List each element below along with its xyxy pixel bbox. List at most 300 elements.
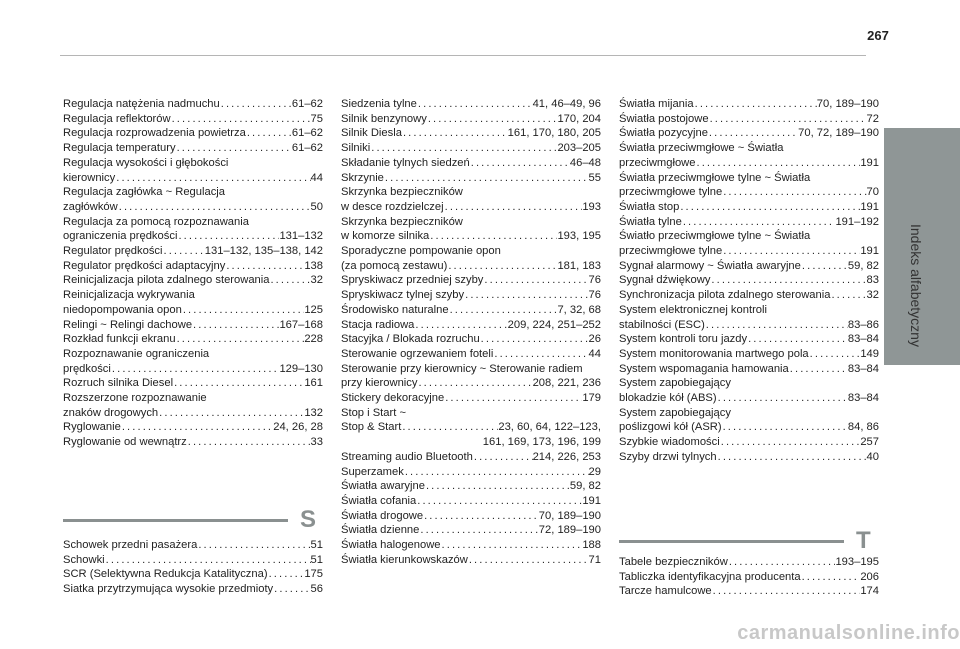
- index-entry-term: Światła pozycyjne: [619, 127, 708, 140]
- index-entry-pages: 59, 82: [569, 480, 601, 493]
- index-entry: [619, 450, 879, 465]
- index-entry-pages: 167–168: [279, 318, 323, 331]
- index-entry-term: Stop & Start: [341, 421, 402, 434]
- index-entry-term: Reinicjalizacja pilota zdalnego sterowania: [63, 274, 270, 287]
- index-entry: [619, 97, 879, 112]
- index-entry: [619, 570, 879, 585]
- index-entry-term: Składanie tylnych siedzeń: [341, 156, 470, 169]
- index-entry: [341, 318, 601, 333]
- index-entry: [63, 288, 323, 317]
- index-entry-pages: 41, 46–49, 96: [532, 98, 601, 110]
- index-entry: [63, 273, 323, 288]
- index-entry-pages: 70, 72, 189–190: [798, 127, 879, 140]
- leader-dots: [268, 567, 305, 582]
- index-entry-term: w desce rozdzielczej: [341, 200, 444, 213]
- index-entry-term: Stacyjka / Blokada rozruchu: [341, 333, 480, 346]
- index-entry: [619, 229, 879, 258]
- index-entry-term: Światła dzienne: [341, 524, 420, 537]
- index-entry-term: Światła drogowe: [341, 509, 424, 522]
- index-entry-term: Streaming audio Bluetooth: [341, 450, 473, 463]
- index-entry-term: Środowisko naturalne: [341, 303, 449, 316]
- index-entry-term: poślizgowi kół (ASR): [619, 421, 722, 434]
- index-entry-term: System wspomagania hamowania: [619, 362, 789, 375]
- index-entry-term: Sygnał dźwiękowy: [619, 274, 711, 287]
- index-entry-term: System monitorowania martwego pola: [619, 347, 809, 360]
- index-entry-term: Sterowanie ogrzewaniem foteli: [341, 347, 494, 360]
- index-entry: [619, 376, 879, 405]
- index-entry-term: Sporadyczne pompowanie opon: [341, 245, 501, 258]
- index-entry-term: Rozruch silnika Diesel: [63, 377, 174, 390]
- index-entry: [341, 112, 601, 127]
- index-entry: [619, 259, 879, 274]
- index-entry-term: Superzamek: [341, 465, 404, 478]
- leader-dots: [402, 126, 508, 141]
- leader-dots: [429, 229, 557, 244]
- leader-dots: [182, 303, 305, 318]
- leader-dots: [473, 450, 533, 465]
- leader-dots: [269, 273, 310, 288]
- index-entry-pages-continued: 161, 169, 173, 196, 199: [482, 436, 601, 449]
- index-entry-pages: 161: [304, 377, 323, 390]
- index-entry: [341, 494, 601, 509]
- leader-dots: [747, 332, 848, 347]
- leader-dots: [370, 141, 557, 156]
- index-entry: [341, 303, 601, 318]
- index-entry-term: Silnik benzynowy: [341, 112, 427, 125]
- leader-dots: [416, 494, 582, 509]
- leader-dots: [417, 97, 533, 112]
- index-entry-pages: 191: [860, 245, 879, 258]
- index-entry-pages: 51: [310, 553, 323, 566]
- index-entry: [619, 362, 879, 377]
- index-entry-term: Regulacja zagłówka ~ Regulacja: [63, 186, 226, 199]
- leader-dots: [493, 347, 588, 362]
- leader-dots: [121, 420, 273, 435]
- leader-dots: [468, 553, 589, 568]
- leader-dots: [801, 570, 861, 585]
- index-entry-pages: 61–62: [291, 98, 323, 110]
- leader-dots: [464, 288, 588, 303]
- index-entry: [341, 465, 601, 480]
- index-entry-pages: 214, 226, 253: [532, 450, 601, 463]
- leader-dots: [105, 553, 311, 568]
- section-letter: S: [300, 506, 317, 533]
- index-entry-term: Regulacja rozprowadzenia powietrza: [63, 127, 246, 140]
- index-entry: [341, 288, 601, 303]
- index-entry-pages: 191: [582, 494, 601, 507]
- index-entry-pages: 24, 26, 28: [273, 421, 323, 434]
- index-entry: [341, 156, 601, 171]
- index-entry-pages: 161, 170, 180, 205: [507, 127, 601, 140]
- index-entry-pages: 26: [588, 333, 601, 346]
- index-entry: [341, 553, 601, 568]
- index-entry-pages: 33: [310, 436, 323, 449]
- leader-dots: [709, 112, 867, 127]
- index-entry: [619, 555, 879, 570]
- index-entry: [63, 582, 323, 597]
- index-entry-term: Światła cofania: [341, 494, 417, 507]
- leader-dots: [176, 332, 305, 347]
- index-entry-pages: 44: [588, 347, 601, 360]
- index-entry-term: Tabliczka identyfikacyjna producenta: [619, 570, 801, 583]
- index-entry-pages: 170, 204: [557, 112, 601, 125]
- index-entry-term: przeciwmgłowe tylne: [619, 245, 723, 258]
- leader-dots: [225, 259, 304, 274]
- section-header-t: [619, 527, 881, 555]
- leader-dots: [679, 200, 860, 215]
- index-entry: [619, 332, 879, 347]
- index-entry-pages: 7, 32, 68: [557, 303, 601, 316]
- index-entry: [341, 244, 601, 273]
- index-entry: [63, 538, 323, 553]
- index-entry-pages: 131–132, 135–138, 142: [204, 245, 323, 258]
- index-entry-term: Regulacja wysokości i głębokości: [63, 156, 229, 169]
- index-entry-term: prędkości: [63, 362, 111, 375]
- index-entry-pages: 131–132: [279, 230, 323, 243]
- leader-dots: [414, 318, 507, 333]
- index-entry: [619, 112, 879, 127]
- index-entry: [619, 288, 879, 303]
- leader-dots: [682, 215, 836, 230]
- leader-dots: [728, 555, 836, 570]
- leader-dots: [717, 450, 867, 465]
- index-entry-term: Reinicjalizacja wykrywania: [63, 289, 195, 302]
- index-entry-term: Rozpoznawanie ograniczenia: [63, 347, 210, 360]
- index-entry-pages: 129–130: [279, 362, 323, 375]
- section-tab-label: Indeks alfabetyczny: [908, 223, 924, 347]
- leader-dots: [712, 584, 861, 599]
- index-entry-term: Światła awaryjne: [341, 480, 425, 493]
- leader-dots: [483, 273, 588, 288]
- index-entry: [63, 332, 323, 347]
- index-entry-term: Stacja radiowa: [341, 318, 415, 331]
- index-entry-term: Regulacja natężenia nadmuchu: [63, 98, 220, 110]
- index-entry-pages: 70, 189–190: [816, 98, 879, 110]
- index-entry-term: System zapobiegający: [619, 406, 731, 419]
- leader-dots: [187, 435, 311, 450]
- index-entry-term: Światła przeciwmgłowe tylne ~ Światła: [619, 171, 811, 184]
- index-entry-term: Światła mijania: [619, 98, 694, 110]
- index-entry-term: przeciwmgłowe tylne: [619, 186, 723, 199]
- index-entry-pages: 50: [310, 200, 323, 213]
- index-entry: [619, 126, 879, 141]
- index-entry-term: Ryglowanie: [63, 421, 121, 434]
- index-entry-term: Regulacja za pomocą rozpoznawania: [63, 215, 249, 228]
- leader-dots: [480, 332, 589, 347]
- leader-dots: [720, 435, 861, 450]
- section-divider: [63, 519, 288, 522]
- index-entry-pages: 193: [582, 200, 601, 213]
- leader-dots: [447, 259, 557, 274]
- index-entry-pages: 138: [304, 259, 323, 272]
- index-entry-term: Ryglowanie od wewnątrz: [63, 436, 187, 449]
- leader-dots: [694, 97, 817, 112]
- index-entry-pages: 23, 60, 64, 122–123,: [498, 421, 601, 434]
- leader-dots: [470, 156, 570, 171]
- leader-dots: [708, 126, 798, 141]
- index-entry: [619, 303, 879, 332]
- leader-dots: [722, 185, 866, 200]
- leader-dots: [220, 97, 292, 112]
- index-entry-pages: 40: [866, 450, 879, 463]
- index-entry: [341, 273, 601, 288]
- index-entry: [63, 244, 323, 259]
- index-column-1: [63, 97, 323, 450]
- leader-dots: [789, 362, 848, 377]
- index-entry-term: System kontroli toru jazdy: [619, 333, 748, 346]
- index-entry-term: zagłówków: [63, 200, 118, 213]
- index-entry: [341, 215, 601, 244]
- index-entry: [63, 435, 323, 450]
- index-entry: [341, 171, 601, 186]
- index-entry-pages: 257: [860, 436, 879, 449]
- leader-dots: [273, 582, 310, 597]
- index-entry: [619, 200, 879, 215]
- index-entry-pages: 209, 224, 251–252: [507, 318, 601, 331]
- index-entry: [63, 391, 323, 420]
- watermark: carmanualsonline.info: [737, 622, 960, 644]
- index-column-3: [619, 97, 879, 465]
- index-entry-term: Tarcze hamulcowe: [619, 585, 712, 598]
- index-entry-term: Spryskiwacz przedniej szyby: [341, 274, 484, 287]
- index-entry-term: w komorze silnika: [341, 230, 430, 243]
- index-entry: [619, 171, 879, 200]
- index-entry-pages: 191–192: [835, 215, 879, 228]
- index-entry: [63, 126, 323, 141]
- index-entry-term: Sygnał alarmowy ~ Światła awaryjne: [619, 259, 801, 272]
- index-entry-pages: 56: [310, 583, 323, 596]
- index-entry-term: Regulator prędkości adaptacyjny: [63, 259, 226, 272]
- index-entry-term: kierownicy: [63, 171, 116, 184]
- index-entry-term: Światła kierunkowskazów: [341, 553, 468, 566]
- index-entry: [619, 215, 879, 230]
- index-entry: [63, 376, 323, 391]
- leader-dots: [115, 171, 310, 186]
- index-entry: [619, 435, 879, 450]
- index-entry-pages: 72: [866, 112, 879, 125]
- index-entry-pages: 61–62: [291, 127, 323, 140]
- index-entry-term: niedopompowania opon: [63, 303, 182, 316]
- index-entry: [341, 141, 601, 156]
- index-entry: [341, 538, 601, 553]
- top-divider: [60, 55, 866, 56]
- leader-dots: [171, 112, 311, 127]
- index-entry-term: Światła postojowe: [619, 112, 709, 125]
- index-entry-pages: 71: [588, 553, 601, 566]
- index-entry-term: ograniczenia prędkości: [63, 230, 178, 243]
- index-entry: [341, 406, 601, 450]
- index-entry-term: Schowek przedni pasażera: [63, 539, 198, 551]
- index-entry: [619, 406, 879, 435]
- leader-dots: [401, 420, 498, 435]
- index-entry-pages: 149: [860, 347, 879, 360]
- index-entry-pages: 29: [588, 465, 601, 478]
- index-entry-term: blokadzie kół (ABS): [619, 392, 717, 405]
- leader-dots: [444, 391, 582, 406]
- index-entry: [63, 97, 323, 112]
- leader-dots: [404, 465, 589, 480]
- index-entry: [341, 391, 601, 406]
- page-number: 267: [867, 28, 889, 43]
- leader-dots: [830, 288, 866, 303]
- index-entry: [619, 347, 879, 362]
- leader-dots: [192, 318, 279, 333]
- index-entry-term: Regulator prędkości: [63, 245, 163, 258]
- index-entry-term: Światła halogenowe: [341, 539, 441, 552]
- index-entry-pages: 46–48: [569, 156, 601, 169]
- index-entry-pages: 179: [582, 392, 601, 405]
- leader-dots: [177, 229, 279, 244]
- index-entry-term: Siedzenia tylne: [341, 98, 417, 110]
- index-entry-term: znaków drogowych: [63, 406, 159, 419]
- leader-dots: [163, 244, 205, 259]
- index-entry: [63, 156, 323, 185]
- index-entry: [63, 141, 323, 156]
- leader-dots: [809, 347, 861, 362]
- leader-dots: [425, 479, 570, 494]
- index-entry-pages: 125: [304, 303, 323, 316]
- index-entry-term: Światło przeciwmgłowe tylne ~ Światła: [619, 230, 811, 243]
- index-entry: [341, 362, 601, 391]
- index-entry-pages: 32: [866, 289, 879, 302]
- index-entry-pages: 83–86: [847, 318, 879, 331]
- leader-dots: [717, 391, 848, 406]
- leader-dots: [118, 200, 311, 215]
- index-entry: [63, 553, 323, 568]
- index-entry-term: przeciwmgłowe: [619, 156, 696, 169]
- index-entry-pages: 188: [582, 539, 601, 552]
- leader-dots: [173, 376, 304, 391]
- leader-dots: [695, 156, 860, 171]
- leader-dots: [111, 362, 280, 377]
- index-entry-pages: 83–84: [847, 392, 879, 405]
- index-entry-pages: 191: [860, 200, 879, 213]
- index-entry: [619, 273, 879, 288]
- leader-dots: [801, 259, 848, 274]
- leader-dots: [158, 406, 304, 421]
- index-entry-term: System elektronicznej kontroli: [619, 303, 767, 316]
- index-entry-term: Schowki: [63, 553, 105, 566]
- index-column-1-s: [63, 538, 323, 597]
- index-entry-pages: 32: [310, 274, 323, 287]
- leader-dots: [710, 273, 866, 288]
- index-entry: [63, 112, 323, 127]
- leader-dots: [722, 244, 860, 259]
- index-entry-pages: 132: [304, 406, 323, 419]
- index-entry-term: Rozszerzone rozpoznawanie: [63, 392, 207, 405]
- index-entry-term: Spryskiwacz tylnej szyby: [341, 289, 465, 302]
- index-entry: [341, 97, 601, 112]
- leader-dots: [423, 509, 539, 524]
- section-header-s: [63, 506, 325, 534]
- index-entry-term: Szybkie wiadomości: [619, 436, 720, 449]
- index-column-3-t: [619, 555, 879, 599]
- index-entry-pages: 75: [310, 112, 323, 125]
- index-entry-term: Światła tylne: [619, 215, 682, 228]
- leader-dots: [176, 141, 292, 156]
- index-entry-pages: 84, 86: [847, 421, 879, 434]
- index-entry-pages: 59, 82: [847, 259, 879, 272]
- index-entry-term: Silnik Diesla: [341, 127, 402, 140]
- index-entry-pages: 83–84: [847, 333, 879, 346]
- index-entry: [341, 347, 601, 362]
- index-entry-pages: 51: [310, 539, 323, 551]
- index-entry-term: stabilności (ESC): [619, 318, 705, 331]
- index-entry: [341, 479, 601, 494]
- index-entry-term: Regulacja reflektorów: [63, 112, 171, 125]
- index-entry: [341, 523, 601, 538]
- leader-dots: [384, 171, 589, 186]
- index-entry-term: Stop i Start ~: [341, 406, 406, 419]
- index-entry-pages: 44: [310, 171, 323, 184]
- index-entry-pages: 61–62: [291, 142, 323, 155]
- index-entry: [63, 215, 323, 244]
- leader-dots: [197, 538, 310, 553]
- index-entry: [63, 318, 323, 333]
- leader-dots: [417, 376, 532, 391]
- index-entry-term: Siatka przytrzymująca wysokie przedmioty: [63, 583, 274, 596]
- index-entry-term: Rozkład funkcji ekranu: [63, 333, 176, 346]
- index-entry: [619, 141, 879, 170]
- index-entry-term: Skrzynka bezpieczników: [341, 186, 463, 199]
- index-entry-term: Sterowanie przy kierownicy ~ Sterowanie radiem: [341, 362, 583, 375]
- leader-dots: [419, 523, 538, 538]
- leader-dots: [449, 303, 558, 318]
- index-entry-term: Regulacja temperatury: [63, 142, 176, 155]
- index-entry-term: przy kierownicy: [341, 377, 418, 390]
- index-entry: [63, 259, 323, 274]
- index-entry-pages: 83: [866, 274, 879, 287]
- leader-dots: [246, 126, 292, 141]
- index-entry-pages: 72, 189–190: [538, 524, 601, 537]
- index-entry-pages: 206: [860, 570, 879, 583]
- index-entry-term: (za pomocą zestawu): [341, 259, 448, 272]
- index-entry-term: Szyby drzwi tylnych: [619, 450, 717, 463]
- index-entry: [341, 332, 601, 347]
- index-entry-pages: 175: [304, 568, 323, 581]
- index-entry-pages: 203–205: [557, 142, 601, 155]
- leader-dots: [427, 112, 558, 127]
- index-entry-term: Światła stop: [619, 200, 680, 213]
- index-entry-pages: 70, 189–190: [538, 509, 601, 522]
- index-entry-term: Relingi ~ Relingi dachowe: [63, 318, 193, 331]
- index-entry-term: System zapobiegający: [619, 377, 731, 390]
- index-entry-term: Silniki: [341, 142, 371, 155]
- index-entry-pages: 208, 221, 236: [532, 377, 601, 390]
- index-entry: [63, 347, 323, 376]
- index-entry-term: Światła przeciwmgłowe ~ Światła: [619, 142, 784, 155]
- index-entry-pages: 228: [304, 333, 323, 346]
- index-entry-pages: 181, 183: [557, 259, 601, 272]
- index-entry-pages: 70: [866, 186, 879, 199]
- index-entry-term: SCR (Selektywna Redukcja Katalityczna): [63, 568, 268, 581]
- index-entry-term: Tabele bezpieczników: [619, 556, 728, 568]
- index-entry-term: Skrzynie: [341, 171, 384, 184]
- index-entry-pages: 76: [588, 274, 601, 287]
- index-entry: [341, 509, 601, 524]
- leader-dots: [444, 200, 583, 215]
- leader-dots: [441, 538, 583, 553]
- index-entry-pages: 191: [860, 156, 879, 169]
- index-entry-pages: 55: [588, 171, 601, 184]
- section-divider: [619, 540, 844, 543]
- index-entry-pages: 174: [860, 585, 879, 598]
- index-entry: [341, 126, 601, 141]
- section-letter: T: [856, 527, 871, 554]
- index-entry: [619, 584, 879, 599]
- index-entry-pages: 83–84: [847, 362, 879, 375]
- index-entry: [341, 450, 601, 465]
